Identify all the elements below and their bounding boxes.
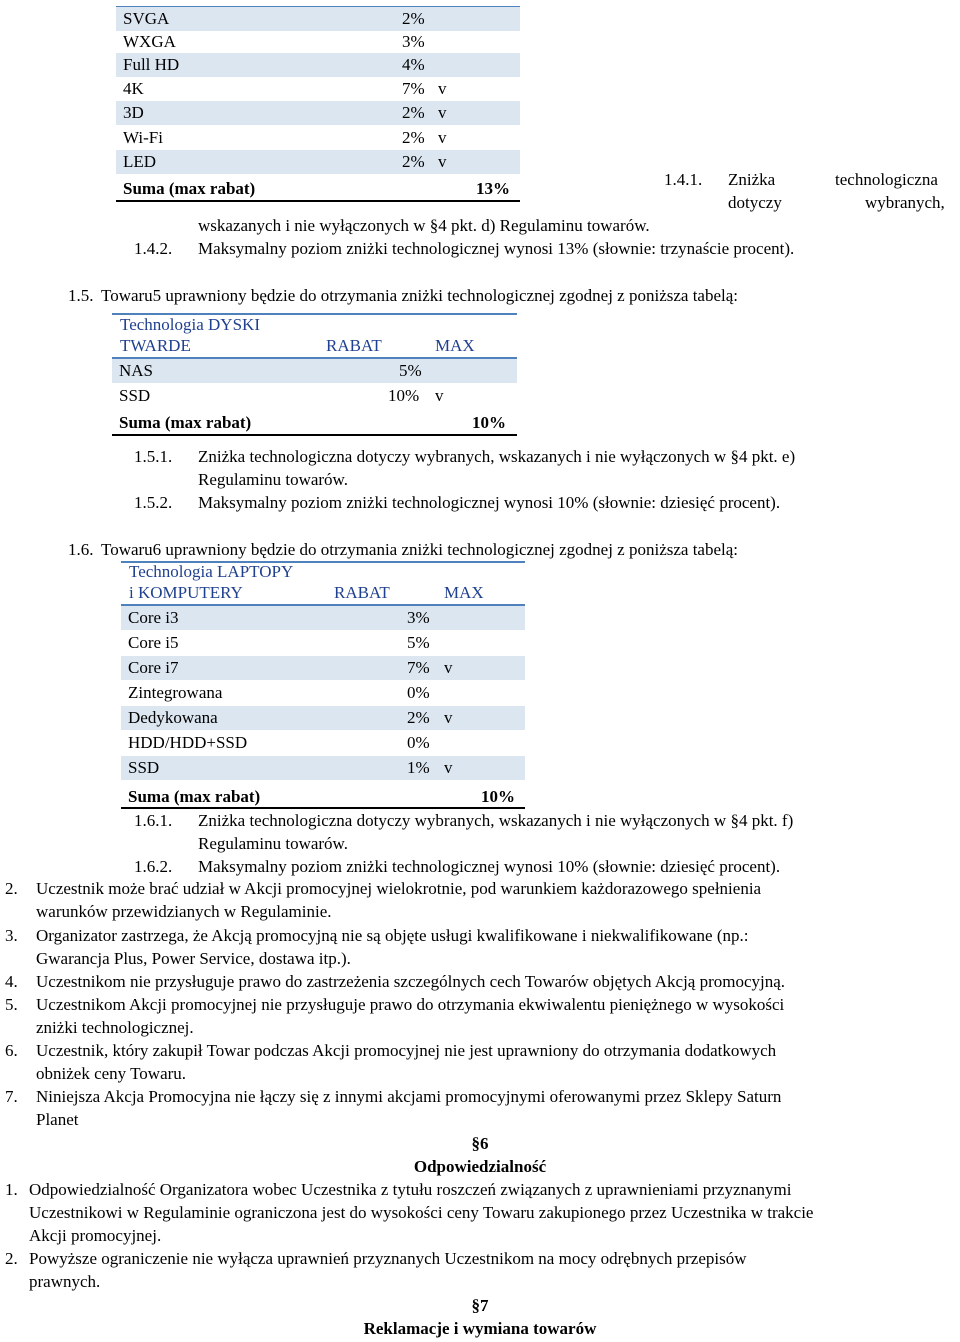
- table-row: [121, 606, 525, 630]
- list-item: Uczestnik może brać udział w Akcji promocyjnej wielokrotnie, pod warunkiem każdorazowego spełnienia: [36, 879, 762, 898]
- row-name: Zintegrowana: [128, 683, 223, 702]
- row-name: Wi-Fi: [123, 128, 163, 147]
- row-name: SSD: [119, 386, 151, 405]
- list-number: 5.: [5, 995, 18, 1014]
- row-name: LED: [123, 152, 157, 171]
- paragraph-text: Towaru5 uprawniony będzie do otrzymania zniżki technologicznej zgodnej z poniższa tabelą:: [101, 286, 739, 305]
- list-number: 1.: [5, 1180, 18, 1199]
- section-number: 1.4.2.: [134, 239, 173, 258]
- row-rabat: 2%: [402, 152, 425, 171]
- row-max: v: [444, 658, 453, 677]
- table-row: [121, 631, 525, 655]
- sum-value: 13%: [476, 179, 510, 198]
- row-max: v: [444, 758, 453, 777]
- paragraph-text: Zniżka technologiczna dotyczy wybranych, wskazanych i nie wyłączonych w §4 pkt. e): [198, 447, 796, 466]
- list-item: warunków przewidzianych w Regulaminie.: [36, 902, 332, 921]
- row-rabat: 7%: [407, 658, 430, 677]
- paragraph-text: dotyczy: [728, 193, 782, 212]
- sum-label: Suma (max rabat): [123, 179, 256, 198]
- row-rabat: 3%: [407, 608, 430, 627]
- row-rabat: 2%: [407, 708, 430, 727]
- section-number: 1.6.2.: [134, 857, 173, 876]
- paragraph-text: Maksymalny poziom zniżki technologicznej wynosi 10% (słownie: dziesięć procent).: [198, 857, 781, 876]
- section-number: 1.5.2.: [134, 493, 173, 512]
- table-bottom-border: [116, 200, 520, 202]
- list-number: 6.: [5, 1041, 18, 1060]
- row-rabat: 10%: [388, 386, 420, 405]
- table-row: [121, 656, 525, 680]
- list-item: Uczestnikom nie przysługuje prawo do zastrzeżenia szczególnych cech Towarów objętych Akcją promocyjną.: [36, 972, 786, 991]
- table-row: [121, 681, 525, 705]
- row-name: WXGA: [123, 32, 176, 51]
- list-item: Organizator zastrzega, że Akcją promocyjną nie są objęte usługi kwalifikowane i niekwalifikowane (np.:: [36, 926, 749, 945]
- paragraph-text: Towaru6 uprawniony będzie do otrzymania zniżki technologicznej zgodnej z poniższa tabelą:: [101, 540, 739, 559]
- section-mark: §7: [471, 1296, 489, 1315]
- row-rabat: 4%: [402, 55, 425, 74]
- table-row: [116, 30, 520, 54]
- sum-label: Suma (max rabat): [128, 787, 261, 806]
- table-bottom-border: [121, 807, 525, 809]
- paragraph-text: Maksymalny poziom zniżki technologicznej wynosi 10% (słownie: dziesięć procent).: [198, 493, 781, 512]
- section-title: Odpowiedzialność: [413, 1157, 547, 1176]
- row-name: Core i5: [128, 633, 179, 652]
- row-max: v: [444, 708, 453, 727]
- list-item: Uczestnikom Akcji promocyjnej nie przysługuje prawo do otrzymania ekwiwalentu pieniężnego w wysokości: [36, 995, 785, 1014]
- table-row: [121, 756, 525, 780]
- column-header: RABAT: [334, 583, 390, 602]
- list-item: Niniejsza Akcja Promocyjna nie łączy się z innymi akcjami promocyjnymi oferowanymi przez Sklepy Saturn: [36, 1087, 782, 1106]
- list-item: Powyższe ograniczenie nie wyłącza uprawnień przyznanych Uczestnikom na mocy odrębnych przepisów: [29, 1249, 747, 1268]
- column-header: MAX: [435, 336, 475, 355]
- list-item: Uczestnik, który zakupił Towar podczas Akcji promocyjnej nie jest uprawniony do otrzymania dodatkowych: [36, 1041, 777, 1060]
- column-header: TWARDE: [120, 336, 191, 355]
- row-rabat: 2%: [402, 103, 425, 122]
- list-number: 3.: [5, 926, 18, 945]
- table-row: [116, 53, 520, 77]
- paragraph-text: wskazanych i nie wyłączonych w §4 pkt. d) Regulaminu towarów.: [198, 216, 650, 235]
- row-name: Full HD: [123, 55, 180, 74]
- paragraph-text: Zniżka: [728, 170, 776, 189]
- section-number: 1.6.1.: [134, 811, 173, 830]
- list-number: 2.: [5, 1249, 18, 1268]
- row-name: Core i3: [128, 608, 179, 627]
- list-item: Uczestnikowi w Regulaminie ograniczona jest do wysokości ceny Towaru zakupionego przez Uczestnika w trakcie: [29, 1203, 814, 1222]
- section-number: 1.5.1.: [134, 447, 173, 466]
- row-name: SSD: [128, 758, 160, 777]
- paragraph-text: Maksymalny poziom zniżki technologicznej wynosi 13% (słownie: trzynaście procent).: [198, 239, 795, 258]
- list-number: 7.: [5, 1087, 18, 1106]
- row-name: SVGA: [123, 9, 170, 28]
- paragraph-text: Zniżka technologiczna dotyczy wybranych, wskazanych i nie wyłączonych w §4 pkt. f): [198, 811, 794, 830]
- list-item: prawnych.: [29, 1272, 101, 1291]
- list-item: Odpowiedzialność Organizatora wobec Uczestnika z tytułu roszczeń związanych z uprawnieniami przyznanymi: [29, 1180, 792, 1199]
- table-row: [112, 359, 517, 383]
- paragraph-text: wybranych,: [865, 193, 945, 212]
- row-rabat: 3%: [402, 32, 425, 51]
- row-name: HDD/HDD+SSD: [128, 733, 248, 752]
- table-row: [116, 126, 520, 150]
- row-max: v: [435, 386, 444, 405]
- list-item: obniżek ceny Towaru.: [36, 1064, 187, 1083]
- row-rabat: 5%: [407, 633, 430, 652]
- row-max: v: [438, 103, 447, 122]
- row-name: Core i7: [128, 658, 179, 677]
- section-number: 1.6.: [68, 540, 94, 559]
- sum-label: Suma (max rabat): [119, 413, 252, 432]
- list-item: zniżki technologicznej.: [36, 1018, 194, 1037]
- table-bottom-border: [112, 434, 517, 436]
- paragraph-text: technologiczna: [835, 170, 938, 189]
- column-header: Technologia DYSKI: [120, 315, 260, 334]
- sum-value: 10%: [481, 787, 515, 806]
- row-max: v: [438, 152, 447, 171]
- section-number: 1.4.1.: [664, 170, 703, 189]
- column-header: RABAT: [326, 336, 382, 355]
- row-rabat: 5%: [399, 361, 422, 380]
- table-row: [116, 150, 520, 174]
- column-header: MAX: [444, 583, 484, 602]
- table-row: [116, 101, 520, 125]
- table-row: [121, 706, 525, 730]
- column-header: Technologia LAPTOPY: [129, 562, 294, 581]
- section-title: Reklamacje i wymiana towarów: [363, 1319, 597, 1338]
- section-number: 1.5.: [68, 286, 94, 305]
- table-row: [116, 77, 520, 101]
- row-rabat: 0%: [407, 733, 430, 752]
- list-item: Planet: [36, 1110, 79, 1129]
- list-item: Gwarancja Plus, Power Service, dostawa itp.).: [36, 949, 351, 968]
- row-rabat: 7%: [402, 79, 425, 98]
- paragraph-text: Regulaminu towarów.: [198, 834, 348, 853]
- row-max: v: [438, 128, 447, 147]
- paragraph-text: Regulaminu towarów.: [198, 470, 348, 489]
- table-row: [112, 384, 517, 408]
- row-rabat: 1%: [407, 758, 430, 777]
- row-rabat: 0%: [407, 683, 430, 702]
- row-name: 4K: [123, 79, 144, 98]
- row-name: Dedykowana: [128, 708, 218, 727]
- table-row: [116, 7, 520, 31]
- column-header: i KOMPUTERY: [129, 583, 243, 602]
- row-name: 3D: [123, 103, 144, 122]
- row-rabat: 2%: [402, 128, 425, 147]
- list-item: Akcji promocyjnej.: [29, 1226, 162, 1245]
- sum-value: 10%: [472, 413, 506, 432]
- list-number: 4.: [5, 972, 18, 991]
- section-mark: §6: [471, 1134, 489, 1153]
- list-number: 2.: [5, 879, 18, 898]
- row-max: v: [438, 79, 447, 98]
- row-rabat: 2%: [402, 9, 425, 28]
- table-row: [121, 731, 525, 755]
- row-name: NAS: [119, 361, 154, 380]
